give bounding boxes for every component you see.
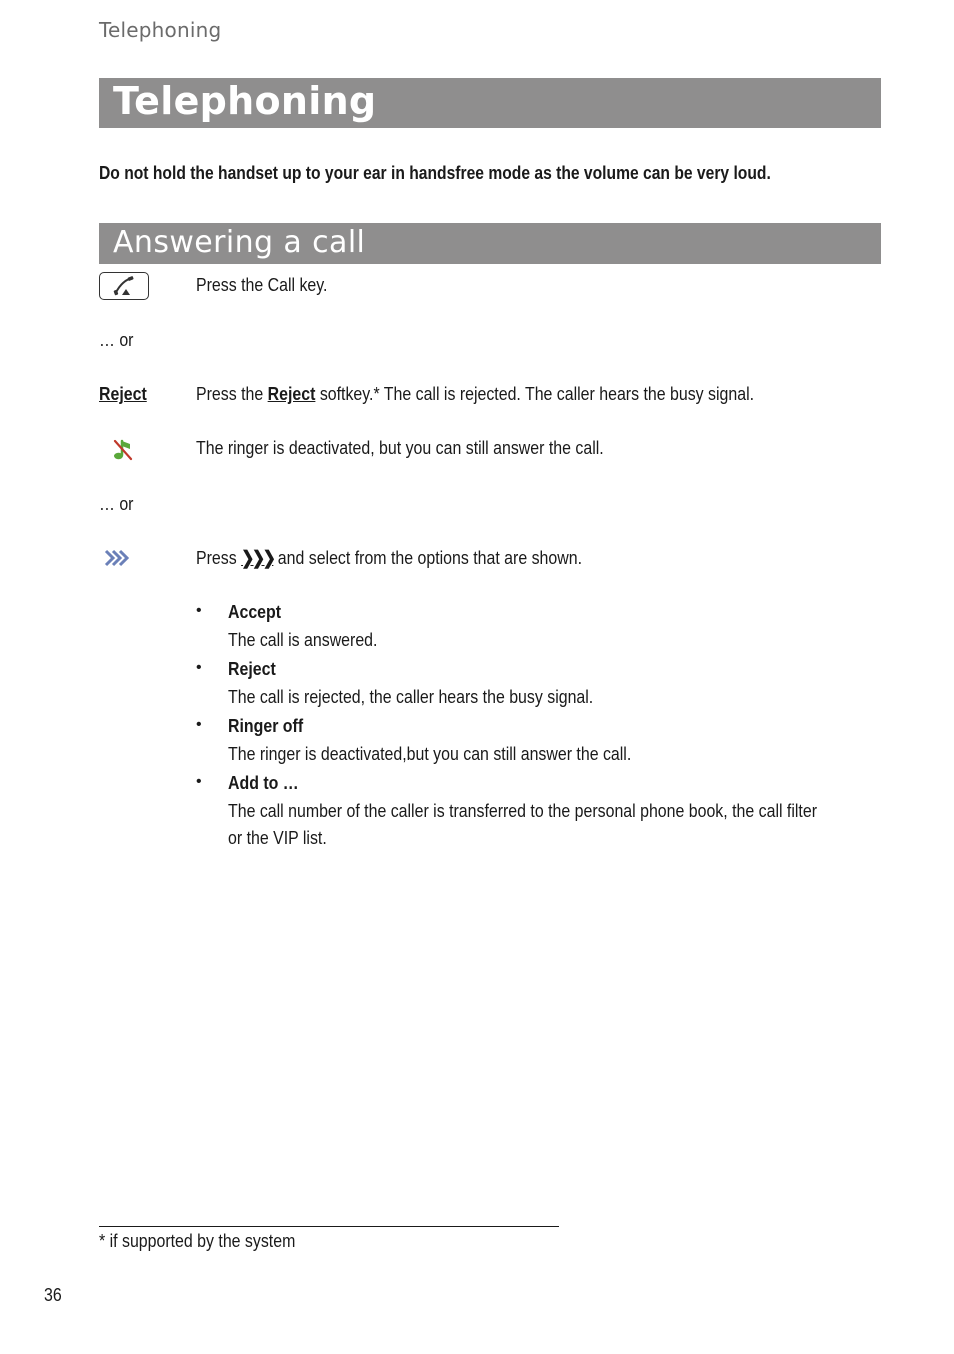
step-call-key	[99, 272, 881, 302]
list-item	[196, 655, 896, 710]
step-reject-text	[196, 381, 754, 407]
warning-note: Do not hold the handset up to your ear in handsfree mode as the volume can be very loud.	[99, 163, 771, 183]
section-title: Answering a call	[113, 225, 366, 260]
list-item	[196, 769, 896, 851]
bullet-icon: •	[196, 659, 202, 676]
step-ringer-off	[99, 435, 881, 465]
option-description: The call is rejected, the caller hears the busy signal.	[228, 686, 594, 707]
call-key-icon	[99, 272, 149, 300]
reject-text-before: Press the	[196, 383, 268, 404]
step-call-key-text: Press the Call key.	[196, 274, 328, 295]
footnote: * if supported by the system	[99, 1230, 296, 1251]
running-header: Telephoning	[99, 18, 222, 42]
option-title: Accept	[228, 601, 282, 622]
bullet-icon: •	[196, 773, 202, 790]
option-title: Add to …	[228, 772, 299, 793]
option-title: Reject	[228, 658, 276, 679]
or-text: … or	[99, 329, 134, 350]
option-description-line-2: or the VIP list.	[228, 827, 327, 848]
page-number: 36	[44, 1284, 62, 1305]
options-text-after: and select from the options that are shown.	[273, 547, 583, 568]
options-symbol: ❯❯❯	[241, 547, 274, 568]
reject-softkey-label[interactable]: Reject	[99, 383, 147, 404]
chapter-title: Telephoning	[113, 79, 377, 123]
option-description: The call is answered.	[228, 629, 378, 650]
list-item	[196, 712, 896, 767]
options-text-before: Press	[196, 547, 242, 568]
reject-text-after: softkey.* The call is rejected. The caller hears the busy signal.	[315, 383, 755, 404]
list-item	[196, 598, 896, 653]
option-description: The ringer is deactivated,but you can still answer the call.	[228, 743, 632, 764]
section-title-bar	[99, 223, 881, 264]
options-arrows-icon	[104, 549, 130, 572]
reject-softkey-inline: Reject	[267, 383, 316, 404]
chapter-title-bar	[99, 78, 881, 128]
option-description: The call number of the caller is transferred to the personal phone book, the call filter	[228, 800, 817, 821]
step-reject	[99, 381, 881, 409]
bullet-icon: •	[196, 602, 202, 619]
step-ringer-off-text: The ringer is deactivated, but you can still answer the call.	[196, 437, 604, 458]
step-options-text	[196, 545, 582, 571]
ringer-off-icon	[111, 437, 137, 468]
footnote-divider	[99, 1226, 559, 1227]
or-text: … or	[99, 493, 134, 514]
bullet-icon: •	[196, 716, 202, 733]
step-options	[99, 545, 881, 575]
options-list	[196, 598, 896, 853]
option-title: Ringer off	[228, 715, 304, 736]
